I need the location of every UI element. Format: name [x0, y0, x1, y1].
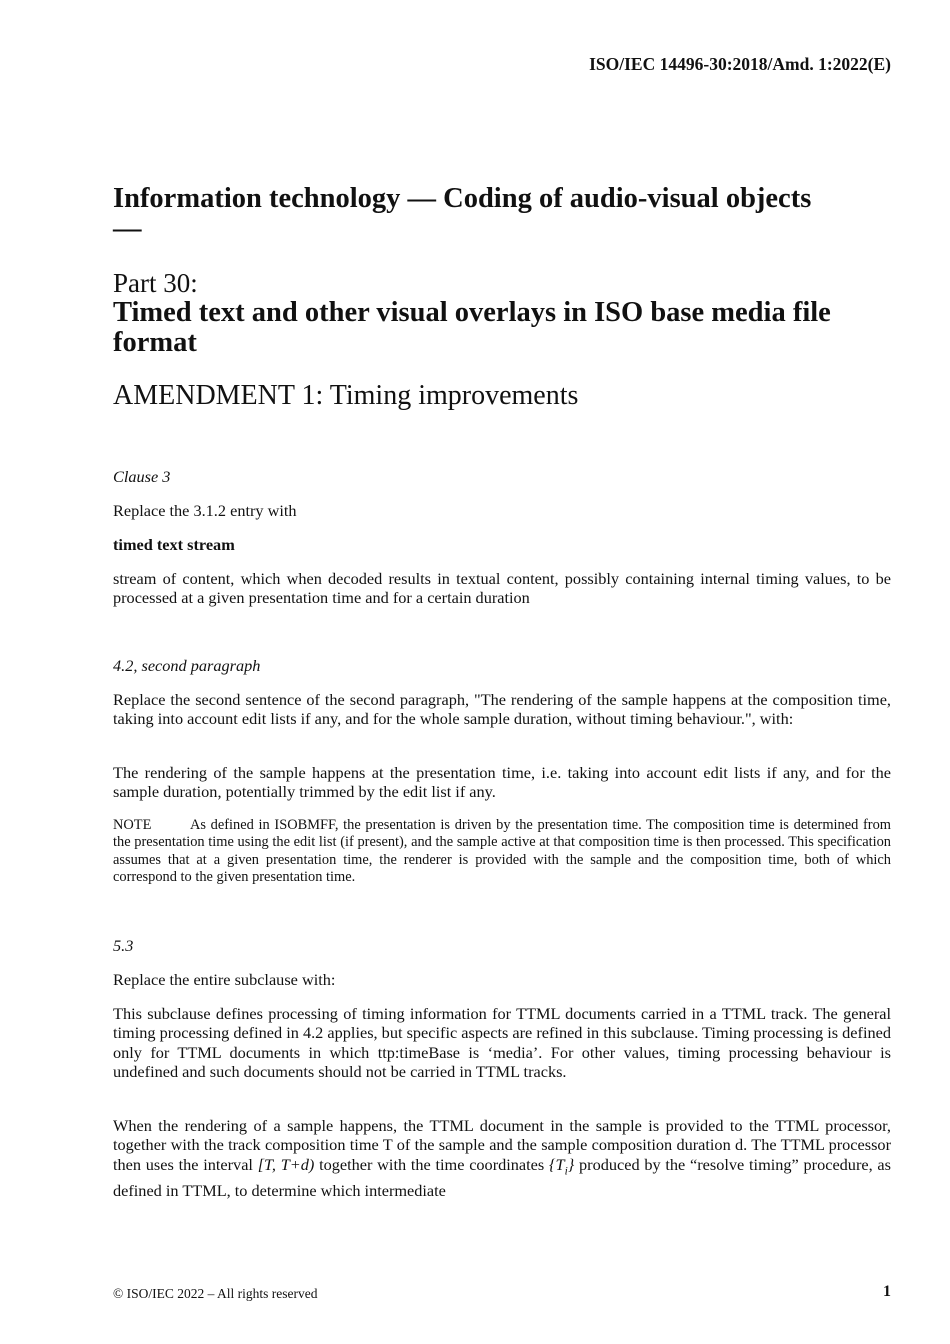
document-id-header: ISO/IEC 14496-30:2018/Amd. 1:2022(E)	[589, 54, 891, 74]
text-segment: together with the time coordinates	[314, 1154, 549, 1174]
amendment-title: AMENDMENT 1: Timing improvements	[113, 380, 579, 411]
definition: stream of content, which when decoded results in textual content, possibly containing internal timing values, to be processed at a given presentation time and for a certain duration	[113, 569, 891, 608]
note-label: NOTE	[113, 817, 152, 833]
paragraph	[113, 1116, 891, 1201]
title-main: Information technology — Coding of audio-visual objects —	[113, 183, 812, 244]
clause-ref: 5.3	[113, 936, 134, 955]
clause-ref: Clause 3	[113, 467, 171, 486]
page-number: 1	[883, 1283, 891, 1300]
instruction: Replace the 3.1.2 entry with	[113, 501, 297, 520]
instruction: Replace the second sentence of the second paragraph, "The rendering of the sample happens at the composition time, taking into account edit lists if any, and for the whole sample duration, without timing behaviour.", with:	[113, 690, 891, 729]
paragraph: This subclause defines processing of timing information for TTML documents carried in a TTML track. The general timing processing defined in 4.2 applies, but specific aspects are refined in this subclause. Timing processing is defined only for TTML documents in which ttp:timeBase is ‘media’. For other values, timing processing behaviour is undefined and such documents should not be carried in TTML tracks.	[113, 1004, 891, 1082]
math-time-coordinates: $\{T_i\}$	[549, 1154, 575, 1178]
text-segment: produced by the “resolve timing” procedure, as defined in TTML, to determine which intermediate	[113, 1154, 891, 1201]
note	[113, 817, 891, 886]
part-title: Timed text and other visual overlays in ISO base media file format	[113, 297, 831, 358]
instruction: Replace the entire subclause with:	[113, 970, 336, 989]
note-text: As defined in ISOBMFF, the presentation is driven by the presentation time. The composition time is determined from the presentation time using the edit list (if present), and the sample active at that composition time is then processed. This specification assumes that at a given presentation time, the renderer is provided with the sample and the composition time, both of which correspond to the given presentation time.	[113, 817, 891, 885]
clause-ref: 4.2, second paragraph	[113, 656, 261, 675]
text-segment: When the rendering of a sample happens, the TTML document in the sample is provided to the TTML processor, together with the track composition time T of the sample and the sample composition duration d. The TTML processor then uses the interval	[113, 1116, 891, 1174]
math-interval: [T, T+d)	[257, 1154, 315, 1174]
term: timed text stream	[113, 535, 235, 554]
part-number: Part 30:	[113, 268, 198, 298]
footer-copyright: © ISO/IEC 2022 – All rights reserved	[113, 1286, 318, 1301]
replacement-text: The rendering of the sample happens at the presentation time, i.e. taking into account edit lists if any, and for the sample duration, potentially trimmed by the edit list if any.	[113, 763, 891, 802]
